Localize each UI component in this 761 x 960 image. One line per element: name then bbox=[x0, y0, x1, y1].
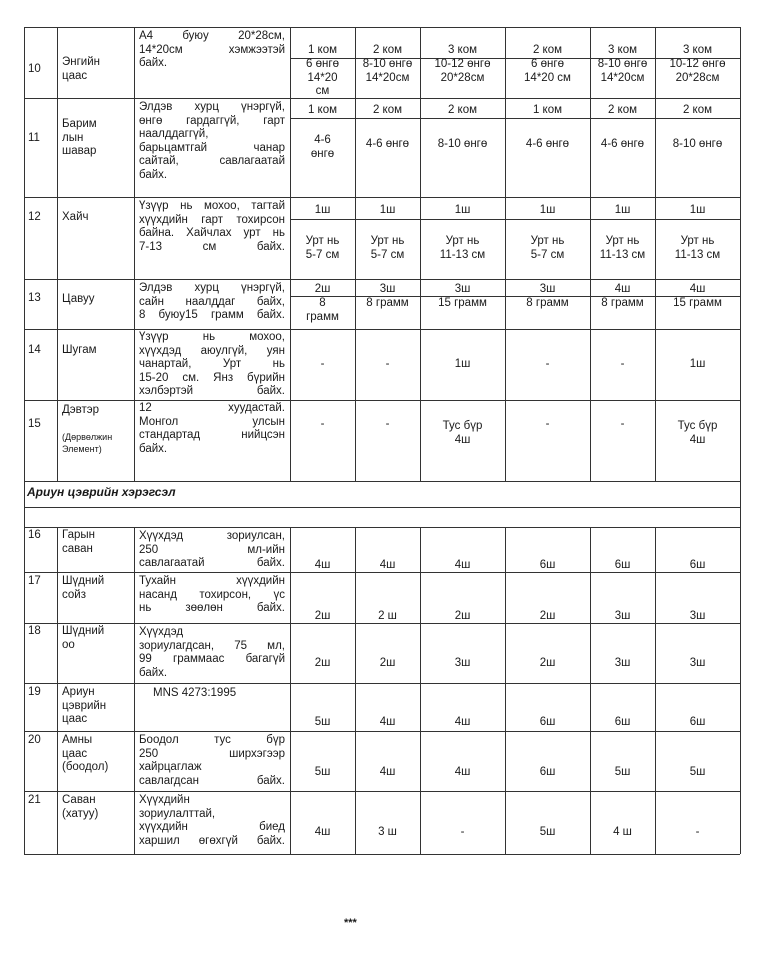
quantity-value: 5ш bbox=[689, 766, 706, 778]
item-description: насанд тохирсон, үс bbox=[139, 588, 285, 601]
quantity-value: 1ш bbox=[314, 204, 331, 216]
table-vertical-rule bbox=[24, 527, 25, 854]
quantity-value: 3 ком bbox=[607, 44, 638, 56]
table-vertical-rule bbox=[505, 527, 506, 854]
quantity-value: 1ш bbox=[454, 204, 471, 216]
table-horizontal-rule bbox=[24, 98, 740, 99]
spec-value: Урт нь bbox=[445, 235, 480, 247]
table-vertical-rule bbox=[655, 527, 656, 854]
item-description: зориулалттай, bbox=[139, 807, 216, 820]
spec-value: 14*20см bbox=[600, 71, 645, 84]
item-name: Гарын bbox=[62, 529, 95, 541]
spec-value: Урт нь bbox=[370, 235, 405, 247]
quantity-value: 4ш bbox=[314, 559, 331, 571]
quantity-value: - bbox=[545, 418, 550, 430]
item-name: Энгийн bbox=[62, 56, 101, 68]
item-description: 12 хуудастай. bbox=[139, 402, 285, 414]
table-vertical-rule bbox=[57, 527, 58, 854]
item-name-note: Элемент) bbox=[62, 444, 102, 454]
spec-value: 15 грамм bbox=[438, 297, 487, 309]
table-horizontal-rule bbox=[24, 329, 740, 330]
item-description: 14*20см хэмжээтэй bbox=[139, 43, 285, 56]
spec-value: 20*28см bbox=[440, 71, 485, 84]
item-name: цаас bbox=[62, 713, 88, 725]
item-name: Хайч bbox=[62, 211, 89, 223]
quantity-value: 5ш bbox=[314, 716, 331, 728]
item-name: лын bbox=[62, 131, 84, 144]
table-vertical-rule bbox=[24, 507, 25, 527]
item-description: 250 мл-ийн bbox=[139, 543, 285, 556]
quantity-value: 2ш bbox=[314, 657, 331, 669]
quantity-value: 2ш bbox=[539, 610, 556, 622]
quantity-value: 3 ш bbox=[378, 826, 397, 838]
quantity-value: 4ш bbox=[379, 716, 396, 728]
quantity-value: 2ш bbox=[314, 283, 331, 295]
quantity-value: 6ш bbox=[614, 559, 631, 571]
spec-value: 4-6 өнгө bbox=[600, 138, 645, 150]
quantity-value: - bbox=[545, 358, 550, 370]
quantity-value: 1ш bbox=[689, 358, 706, 370]
item-description: байх. bbox=[139, 168, 168, 181]
quantity-value: 1ш bbox=[689, 204, 706, 216]
item-name: цэврийн bbox=[62, 699, 107, 712]
spec-value: Урт нь bbox=[680, 235, 715, 247]
item-description: 250 ширхэгээр bbox=[139, 747, 285, 760]
quantity-value: 2 ком bbox=[682, 104, 713, 116]
spec-value: 5-7 см bbox=[530, 248, 565, 261]
quantity-value: 4ш bbox=[379, 766, 396, 778]
spec-value: 8 грамм bbox=[601, 297, 644, 309]
spec-value: 4-6 bbox=[314, 134, 331, 146]
item-name: цаас bbox=[62, 747, 88, 760]
table-vertical-rule bbox=[420, 527, 421, 854]
item-description: Элдэв хурц үнэргүй, bbox=[139, 282, 285, 294]
item-description: наалддаггүй, bbox=[139, 128, 209, 140]
quantity-value: 4ш bbox=[689, 283, 706, 295]
quantity-value: 1ш bbox=[539, 204, 556, 216]
table-vertical-rule bbox=[134, 527, 135, 854]
table-horizontal-rule bbox=[24, 527, 740, 528]
quantity-value: - bbox=[620, 418, 625, 430]
quantity-value: 6ш bbox=[689, 559, 706, 571]
spec-value: 11-13 см bbox=[439, 248, 486, 261]
quantity-value: 2 ком bbox=[447, 104, 478, 116]
table-horizontal-rule bbox=[290, 219, 740, 220]
item-description: 15-20 см. Янз бүрийн bbox=[139, 371, 285, 384]
quantity-value: 4ш bbox=[689, 433, 706, 446]
quantity-value: 6ш bbox=[539, 559, 556, 571]
table-horizontal-rule bbox=[24, 791, 740, 792]
table-horizontal-rule bbox=[24, 481, 740, 482]
quantity-value: 6ш bbox=[614, 716, 631, 728]
spec-value: 5-7 см bbox=[370, 248, 405, 261]
spec-value: грамм bbox=[306, 310, 339, 323]
quantity-value: 4 ш bbox=[613, 826, 632, 838]
spec-value: Урт нь bbox=[530, 235, 565, 247]
spec-value: см bbox=[315, 85, 330, 97]
item-description: стандартад нийцсэн bbox=[139, 429, 285, 441]
item-description: сайн наалддаг байх, bbox=[139, 295, 285, 308]
spec-value: 14*20 bbox=[307, 71, 338, 84]
quantity-value: 4ш bbox=[614, 283, 631, 295]
item-name: оо bbox=[62, 638, 75, 651]
quantity-value: 1ш bbox=[614, 204, 631, 216]
quantity-value: 2 ком bbox=[372, 104, 403, 116]
quantity-value: 2 ком bbox=[607, 104, 638, 116]
quantity-value: 1ш bbox=[454, 358, 471, 370]
row-number: 12 bbox=[28, 211, 41, 223]
item-description: Хүүхдэд bbox=[139, 626, 184, 638]
quantity-value: 2ш bbox=[379, 657, 396, 669]
item-description: савлагдсан байх. bbox=[139, 774, 285, 787]
spec-value: 8 грамм bbox=[526, 297, 569, 309]
table-horizontal-rule bbox=[24, 27, 740, 28]
item-name: (боодол) bbox=[62, 761, 109, 773]
item-description: Боодол тус бүр bbox=[139, 734, 285, 746]
quantity-value: 3ш bbox=[379, 283, 396, 295]
quantity-value: - bbox=[460, 826, 465, 838]
quantity-value: 5ш bbox=[614, 766, 631, 778]
item-name: Амны bbox=[62, 734, 93, 746]
spec-value: 10-12 өнгө bbox=[434, 58, 491, 70]
quantity-value: 4ш bbox=[454, 559, 471, 571]
quantity-value: 2 ком bbox=[372, 44, 403, 56]
row-number: 16 bbox=[28, 529, 41, 541]
spec-value: өнгө bbox=[310, 147, 335, 160]
item-description: Үзүүр нь мохоо, bbox=[139, 331, 285, 343]
spec-value: 8-10 өнгө bbox=[597, 58, 648, 70]
item-description: зориулагдсан, 75 мл, bbox=[139, 639, 285, 652]
item-description: Тухайн хүүхдийн bbox=[139, 575, 285, 587]
quantity-value: 3ш bbox=[614, 610, 631, 622]
spec-value: 11-13 см bbox=[674, 248, 721, 261]
row-number: 10 bbox=[28, 63, 41, 75]
item-description: нь зөөлөн байх. bbox=[139, 602, 285, 614]
row-number: 17 bbox=[28, 575, 41, 587]
table-vertical-rule bbox=[24, 27, 25, 481]
spec-value: 14*20 см bbox=[524, 71, 571, 84]
quantity-value: 2ш bbox=[314, 610, 331, 622]
quantity-value: 3 ком bbox=[682, 44, 713, 56]
table-vertical-rule bbox=[24, 481, 25, 507]
item-name: сойз bbox=[62, 588, 86, 601]
row-number: 15 bbox=[28, 418, 41, 430]
item-description: хүүхдийн биед bbox=[139, 821, 285, 833]
table-vertical-rule bbox=[134, 27, 135, 481]
table-horizontal-rule bbox=[24, 197, 740, 198]
spec-value: 8 грамм bbox=[366, 297, 409, 309]
item-description: сайтай, савлагаатай bbox=[139, 155, 285, 167]
item-name: саван bbox=[62, 542, 93, 555]
spec-value: Урт нь bbox=[305, 235, 340, 247]
item-description: чанартай, Урт нь bbox=[139, 358, 285, 370]
quantity-value: 4ш bbox=[454, 716, 471, 728]
item-description: байх. bbox=[139, 442, 168, 455]
quantity-value: 3ш bbox=[689, 657, 706, 669]
row-number: 21 bbox=[28, 794, 41, 806]
item-description: Хүүхдэд зориулсан, bbox=[139, 530, 285, 542]
quantity-value: 3 ком bbox=[447, 44, 478, 56]
item-description: хэлбэртэй байх. bbox=[139, 385, 285, 397]
item-description: MNS 4273:1995 bbox=[153, 687, 237, 699]
item-name-note: (Дөрвөлжин bbox=[62, 432, 113, 442]
quantity-value: 1 ком bbox=[307, 104, 338, 116]
table-horizontal-rule bbox=[24, 683, 740, 684]
spec-value: 20*28см bbox=[675, 71, 720, 84]
spec-value: 15 грамм bbox=[673, 297, 722, 309]
quantity-value: 3ш bbox=[539, 283, 556, 295]
item-description: 99 граммаас багагүй bbox=[139, 653, 285, 665]
quantity-value: - bbox=[620, 358, 625, 370]
spec-value: 8 bbox=[319, 297, 326, 309]
quantity-value: 2ш bbox=[454, 610, 471, 622]
page-footer-mark: *** bbox=[344, 917, 357, 929]
item-name: Шүдний bbox=[62, 625, 105, 637]
spec-value: 4-6 өнгө bbox=[365, 138, 410, 150]
item-name: цаас bbox=[62, 69, 88, 82]
item-description: хайрцаглаж bbox=[139, 761, 202, 773]
quantity-value: 2ш bbox=[539, 657, 556, 669]
row-number: 18 bbox=[28, 625, 41, 637]
row-number: 13 bbox=[28, 292, 41, 304]
item-description: Хүүхдийн bbox=[139, 794, 190, 806]
table-horizontal-rule bbox=[24, 731, 740, 732]
quantity-value: 2 ком bbox=[532, 44, 563, 56]
item-description: савлагаатай байх. bbox=[139, 557, 285, 569]
quantity-value: 3ш bbox=[689, 610, 706, 622]
item-description: байх. bbox=[139, 57, 168, 69]
table-vertical-rule bbox=[57, 27, 58, 481]
spec-value: 8-10 өнгө bbox=[437, 138, 488, 150]
table-horizontal-rule bbox=[290, 118, 740, 119]
quantity-value: 1ш bbox=[379, 204, 396, 216]
item-description: Монгол улсын bbox=[139, 415, 285, 428]
item-description: өнгө гардаггүй, гарт bbox=[139, 114, 285, 127]
quantity-value: 5ш bbox=[314, 766, 331, 778]
item-name: Шүдний bbox=[62, 575, 105, 587]
item-name: Цавуу bbox=[62, 293, 95, 305]
item-description: харшил өгөхгүй байх. bbox=[139, 834, 285, 847]
quantity-value: 6ш bbox=[539, 766, 556, 778]
spec-value: 8-10 өнгө bbox=[672, 138, 723, 150]
quantity-value: 3ш bbox=[614, 657, 631, 669]
quantity-value: 4ш bbox=[454, 766, 471, 778]
item-name: Шугам bbox=[62, 344, 97, 356]
spec-value: 11-13 см bbox=[599, 248, 646, 261]
quantity-value: - bbox=[320, 418, 325, 430]
item-description: барьцамтгай чанар bbox=[139, 141, 285, 154]
spec-value: 5-7 см bbox=[305, 248, 340, 261]
quantity-value: 2 ш bbox=[378, 610, 397, 622]
item-description: Үзүүр нь мохоо, тагтай bbox=[139, 200, 285, 212]
spec-value: 14*20см bbox=[365, 71, 410, 84]
quantity-value: - bbox=[385, 418, 390, 430]
quantity-value: 1 ком bbox=[532, 104, 563, 116]
quantity-value: Тус бүр bbox=[677, 420, 718, 432]
quantity-value: - bbox=[385, 358, 390, 370]
spec-value: 4-6 өнгө bbox=[525, 138, 570, 150]
table-horizontal-rule bbox=[24, 400, 740, 401]
table-vertical-rule bbox=[740, 527, 741, 854]
spec-value: 10-12 өнгө bbox=[669, 58, 726, 70]
spec-value: 6 өнгө bbox=[306, 58, 339, 70]
row-number: 19 bbox=[28, 686, 41, 698]
quantity-value: Тус бүр bbox=[442, 420, 483, 432]
table-horizontal-rule bbox=[24, 507, 740, 508]
item-description: хүүхдийн гарт тохирсон bbox=[139, 213, 285, 226]
item-name: Дэвтэр bbox=[62, 404, 100, 416]
quantity-value: - bbox=[695, 826, 700, 838]
row-number: 20 bbox=[28, 734, 41, 746]
item-description: 8 буюу15 грамм байх. bbox=[139, 309, 285, 321]
item-description: байна. Хайчлах урт нь bbox=[139, 227, 285, 239]
item-name: шавар bbox=[62, 145, 97, 157]
item-description: 7-13 см байх. bbox=[139, 240, 285, 253]
spec-value: 6 өнгө bbox=[531, 58, 564, 70]
quantity-value: 4ш bbox=[379, 559, 396, 571]
quantity-value: 6ш bbox=[539, 716, 556, 728]
table-horizontal-rule bbox=[24, 279, 740, 280]
table-vertical-rule bbox=[740, 507, 741, 527]
item-name: Саван bbox=[62, 794, 96, 806]
quantity-value: 1 ком bbox=[307, 44, 338, 56]
row-number: 11 bbox=[28, 132, 40, 144]
item-description: байх. bbox=[139, 666, 168, 679]
quantity-value: 6ш bbox=[689, 716, 706, 728]
table-horizontal-rule bbox=[24, 854, 740, 855]
section-title: Ариун цэврийн хэрэгсэл bbox=[27, 485, 176, 499]
quantity-value: - bbox=[320, 358, 325, 370]
table-vertical-rule bbox=[290, 527, 291, 854]
spec-value: 8-10 өнгө bbox=[362, 58, 413, 70]
table-vertical-rule bbox=[590, 527, 591, 854]
item-name: (хатуу) bbox=[62, 807, 99, 820]
table-vertical-rule bbox=[740, 27, 741, 481]
quantity-value: 4ш bbox=[454, 433, 471, 446]
table-vertical-rule bbox=[355, 527, 356, 854]
quantity-value: 3ш bbox=[454, 657, 471, 669]
item-description: Элдэв хурц үнэргүй, bbox=[139, 101, 285, 113]
item-name: Барим bbox=[62, 118, 97, 130]
spec-value: Урт нь bbox=[605, 235, 640, 247]
item-description: А4 буюу 20*28см, bbox=[139, 30, 285, 42]
row-number: 14 bbox=[28, 344, 41, 356]
table-vertical-rule bbox=[740, 481, 741, 507]
quantity-value: 3ш bbox=[454, 283, 471, 295]
quantity-value: 4ш bbox=[314, 826, 331, 838]
quantity-value: 5ш bbox=[539, 826, 556, 838]
item-name: Ариун bbox=[62, 686, 95, 698]
item-description: хүүхдэд аюулгүй, уян bbox=[139, 344, 285, 357]
